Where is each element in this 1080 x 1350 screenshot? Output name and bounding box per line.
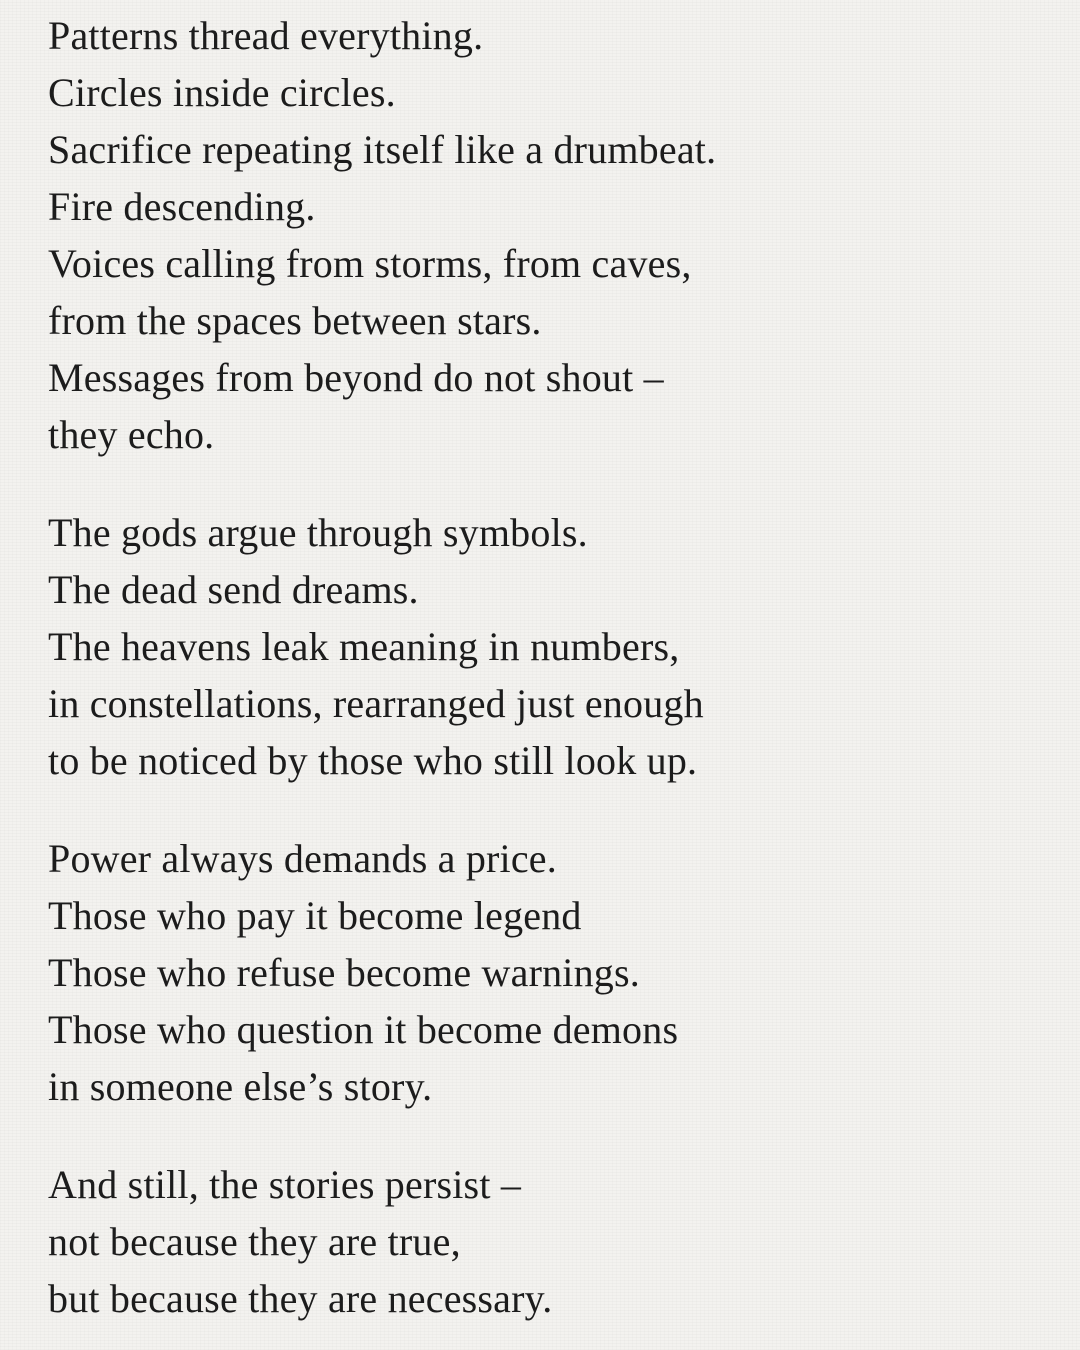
poem-line: Those who pay it become legend [48, 893, 582, 938]
stanza-2 [48, 504, 1048, 789]
poem-line: they echo. [48, 412, 215, 457]
poem-line: The gods argue through symbols. [48, 510, 588, 555]
poem-text [48, 7, 1048, 1327]
stanza-3 [48, 830, 1048, 1115]
stanza-4 [48, 1156, 1048, 1327]
poem-line: Patterns thread everything. [48, 13, 484, 58]
poem-line: Sacrifice repeating itself like a drumbeat. [48, 127, 717, 172]
poem-line: Messages from beyond do not shout – [48, 355, 664, 400]
poem-line: Those who question it become demons [48, 1007, 679, 1052]
poem-line: Circles inside circles. [48, 70, 396, 115]
poem-line: Fire descending. [48, 184, 316, 229]
poem-line: The heavens leak meaning in numbers, [48, 624, 680, 669]
poem-line: Power always demands a price. [48, 836, 557, 881]
poem-line: but because they are necessary. [48, 1276, 553, 1321]
poem-line: to be noticed by those who still look up. [48, 738, 698, 783]
poem-line: in constellations, rearranged just enough [48, 681, 704, 726]
poem-line: from the spaces between stars. [48, 298, 542, 343]
poem-line: Voices calling from storms, from caves, [48, 241, 692, 286]
poem-line: in someone else’s story. [48, 1064, 433, 1109]
stanza-1 [48, 7, 1048, 463]
poem-line: not because they are true, [48, 1219, 461, 1264]
poem-line: The dead send dreams. [48, 567, 419, 612]
poem-line: And still, the stories persist – [48, 1162, 522, 1207]
poem-line: Those who refuse become warnings. [48, 950, 640, 995]
